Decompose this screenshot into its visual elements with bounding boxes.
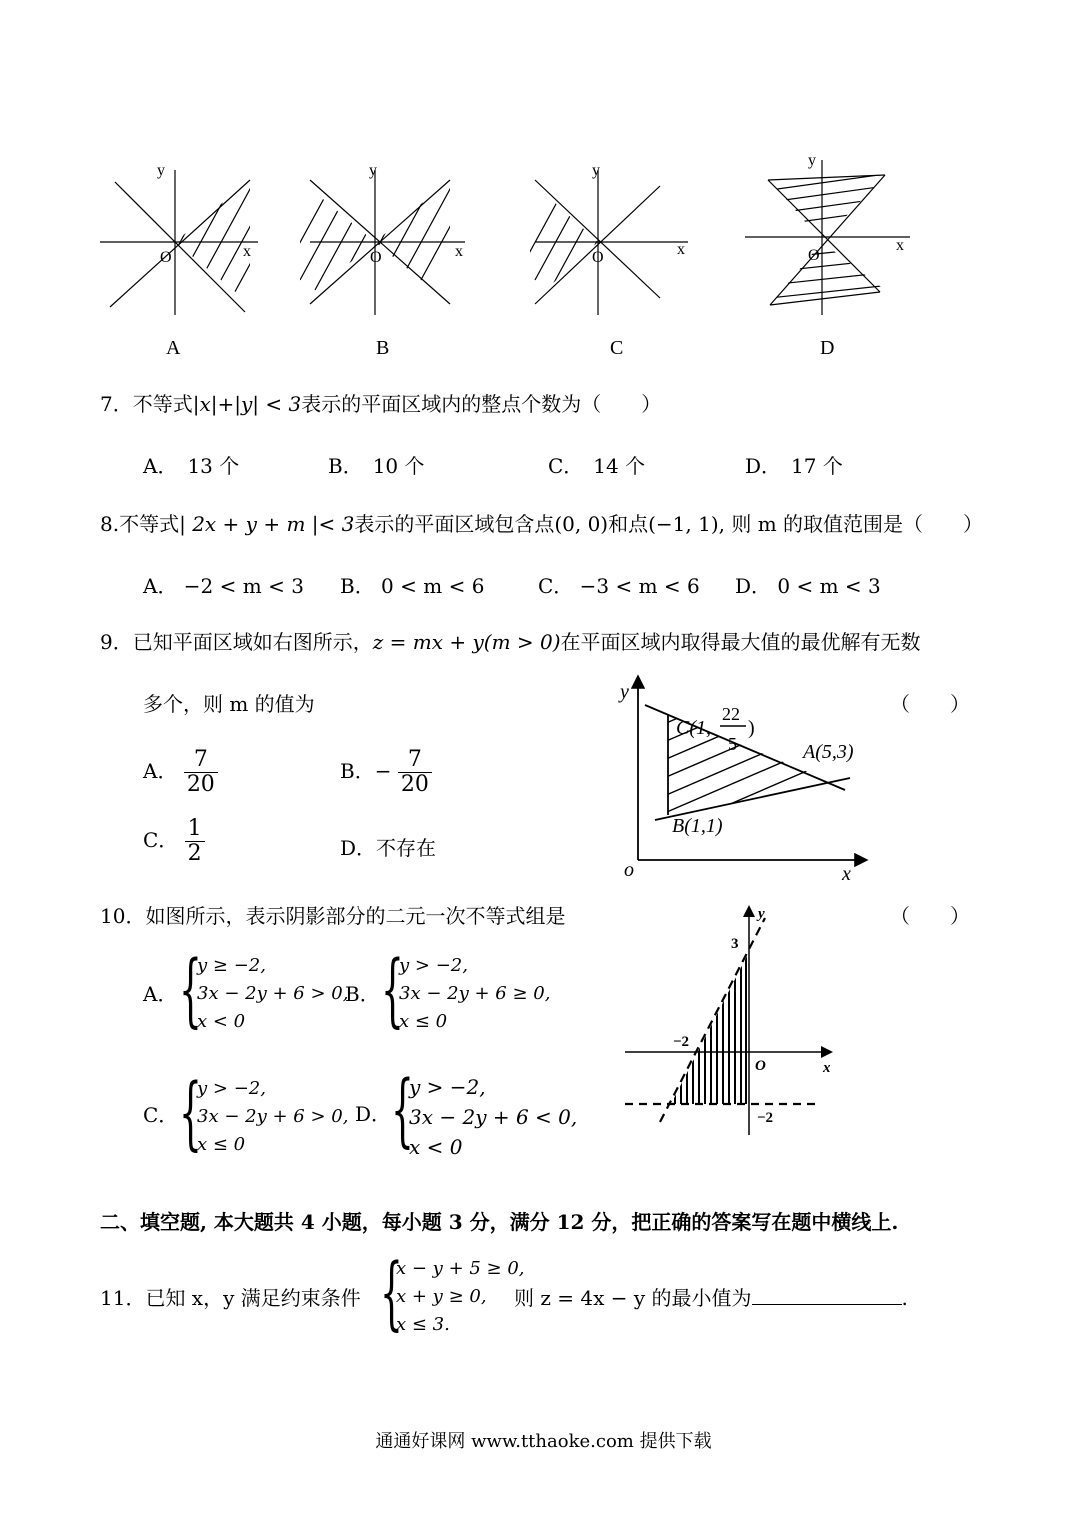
q8-option-c[interactable]: C． −3 < m < 6: [538, 574, 700, 598]
q9-graph: [610, 670, 880, 885]
q9-graph-x-label: x: [842, 863, 851, 885]
graph-c-x-label: x: [677, 241, 685, 258]
q9-stem-line2: 多个，则 m 的值为: [143, 692, 315, 716]
q10-option-b[interactable]: B． { y > −2, 3x − 2y + 6 ≥ 0, x ≤ 0: [345, 943, 551, 1036]
q10-graph-tick-x-neg2: −2: [673, 1034, 690, 1050]
q8-option-b[interactable]: B． 0 < m < 6: [340, 574, 485, 598]
q10-stem: 10．如图所示，表示阴影部分的二元一次不等式组是: [100, 904, 566, 928]
graph-b: [285, 160, 470, 315]
q10-graph-x-label: x: [823, 1060, 831, 1076]
q10-graph-origin: O: [755, 1058, 766, 1074]
graph-a: [100, 160, 285, 315]
q11-constraints: { x − y + 5 ≥ 0, x + y ≥ 0, x ≤ 3.: [380, 1246, 525, 1339]
graph-c-y-label: y: [592, 162, 600, 179]
q9-option-b[interactable]: B．− $\frac{7}{20}$: [340, 748, 432, 797]
q11-question: 则 z = 4x − y 的最小值为 .: [514, 1286, 908, 1310]
q10-answer-paren: （ ）: [890, 904, 970, 928]
q10-graph-y-label: y: [758, 906, 765, 922]
q10-graph: [615, 900, 845, 1140]
q9-graph-origin: o: [624, 859, 634, 881]
q7-option-b[interactable]: B． 10 个: [328, 454, 425, 478]
q9-option-c[interactable]: C． $\frac{1}{2}$: [143, 817, 205, 866]
graph-b-origin: O: [370, 249, 382, 266]
graph-a-option: A: [166, 337, 181, 359]
q10-option-c[interactable]: C． { y > −2, 3x − 2y + 6 > 0, x ≤ 0: [143, 1066, 349, 1159]
q9-graph-y-label: y: [620, 681, 629, 703]
q7-option-d[interactable]: D． 17 个: [745, 454, 843, 478]
page-footer: 通通好课网 www.tthaoke.com 提供下载: [375, 1431, 712, 1452]
q9-point-b-label: B(1,1): [672, 815, 723, 837]
graph-d-origin: O: [808, 247, 820, 264]
q9-point-a-label: A(5,3): [803, 741, 854, 763]
graph-a-x-label: x: [243, 243, 251, 260]
q8-option-d[interactable]: D． 0 < m < 3: [735, 574, 881, 598]
q10-option-a[interactable]: A． { y ≥ −2, 3x − 2y + 6 > 0, x < 0: [143, 943, 349, 1036]
q9-option-d[interactable]: D．不存在: [340, 836, 437, 860]
q7-option-c[interactable]: C． 14 个: [548, 454, 646, 478]
graph-b-y-label: y: [369, 162, 377, 179]
graph-c-origin: O: [592, 249, 604, 266]
graph-c: [520, 160, 688, 315]
graph-d-y-label: y: [808, 152, 816, 169]
q10-graph-tick-y-neg2: −2: [757, 1110, 774, 1126]
q9-point-c-label: C(1,: [676, 717, 711, 739]
q9-option-a[interactable]: A． $\frac{7}{20}$: [143, 748, 218, 797]
q11-stem: 11．已知 x，y 满足约束条件: [100, 1286, 361, 1310]
q7-option-a[interactable]: A． 13 个: [143, 454, 240, 478]
q7-inequality: |x|+|y| < 3: [192, 392, 302, 416]
q11-answer-blank[interactable]: [752, 1286, 902, 1305]
graph-d-option: D: [820, 337, 835, 359]
q9-stem-line1: 9．已知平面区域如右图所示，z = mx + y(m > 0)在平面区域内取得最大值的最优解有无数: [100, 630, 921, 654]
graph-a-y-label: y: [157, 162, 165, 179]
graph-b-x-label: x: [455, 243, 463, 260]
q9-answer-paren: （ ）: [890, 692, 970, 716]
q6-graphs: [0, 150, 1087, 370]
section-2-heading: 二、填空题, 本大题共 4 小题，每小题 3 分，满分 12 分，把正确的答案写在题中横线上.: [100, 1210, 899, 1234]
q8-option-a[interactable]: A． −2 < m < 3: [143, 574, 304, 598]
graph-c-option: C: [610, 337, 624, 359]
graph-a-origin: O: [160, 249, 172, 266]
q9-point-c-den: 5: [728, 734, 737, 754]
q10-option-d[interactable]: D． { y > −2, 3x − 2y + 6 < 0, x < 0: [355, 1063, 578, 1159]
q10-graph-tick-3: 3: [731, 936, 739, 952]
graph-d-x-label: x: [896, 237, 904, 254]
graph-b-option: B: [376, 337, 390, 359]
q9-point-c-num: 22: [722, 704, 740, 724]
q9-point-c-close: ): [748, 717, 755, 739]
q8-stem: 8.不等式| 2x + y + m |< 3表示的平面区域包含点(0, 0)和点(−1, 1), 则 m 的取值范围是（ ）: [100, 512, 984, 536]
graph-d: [745, 160, 910, 315]
q7-stem: 7．不等式|x|+|y| < 3表示的平面区域内的整点个数为（ ）: [100, 392, 662, 416]
